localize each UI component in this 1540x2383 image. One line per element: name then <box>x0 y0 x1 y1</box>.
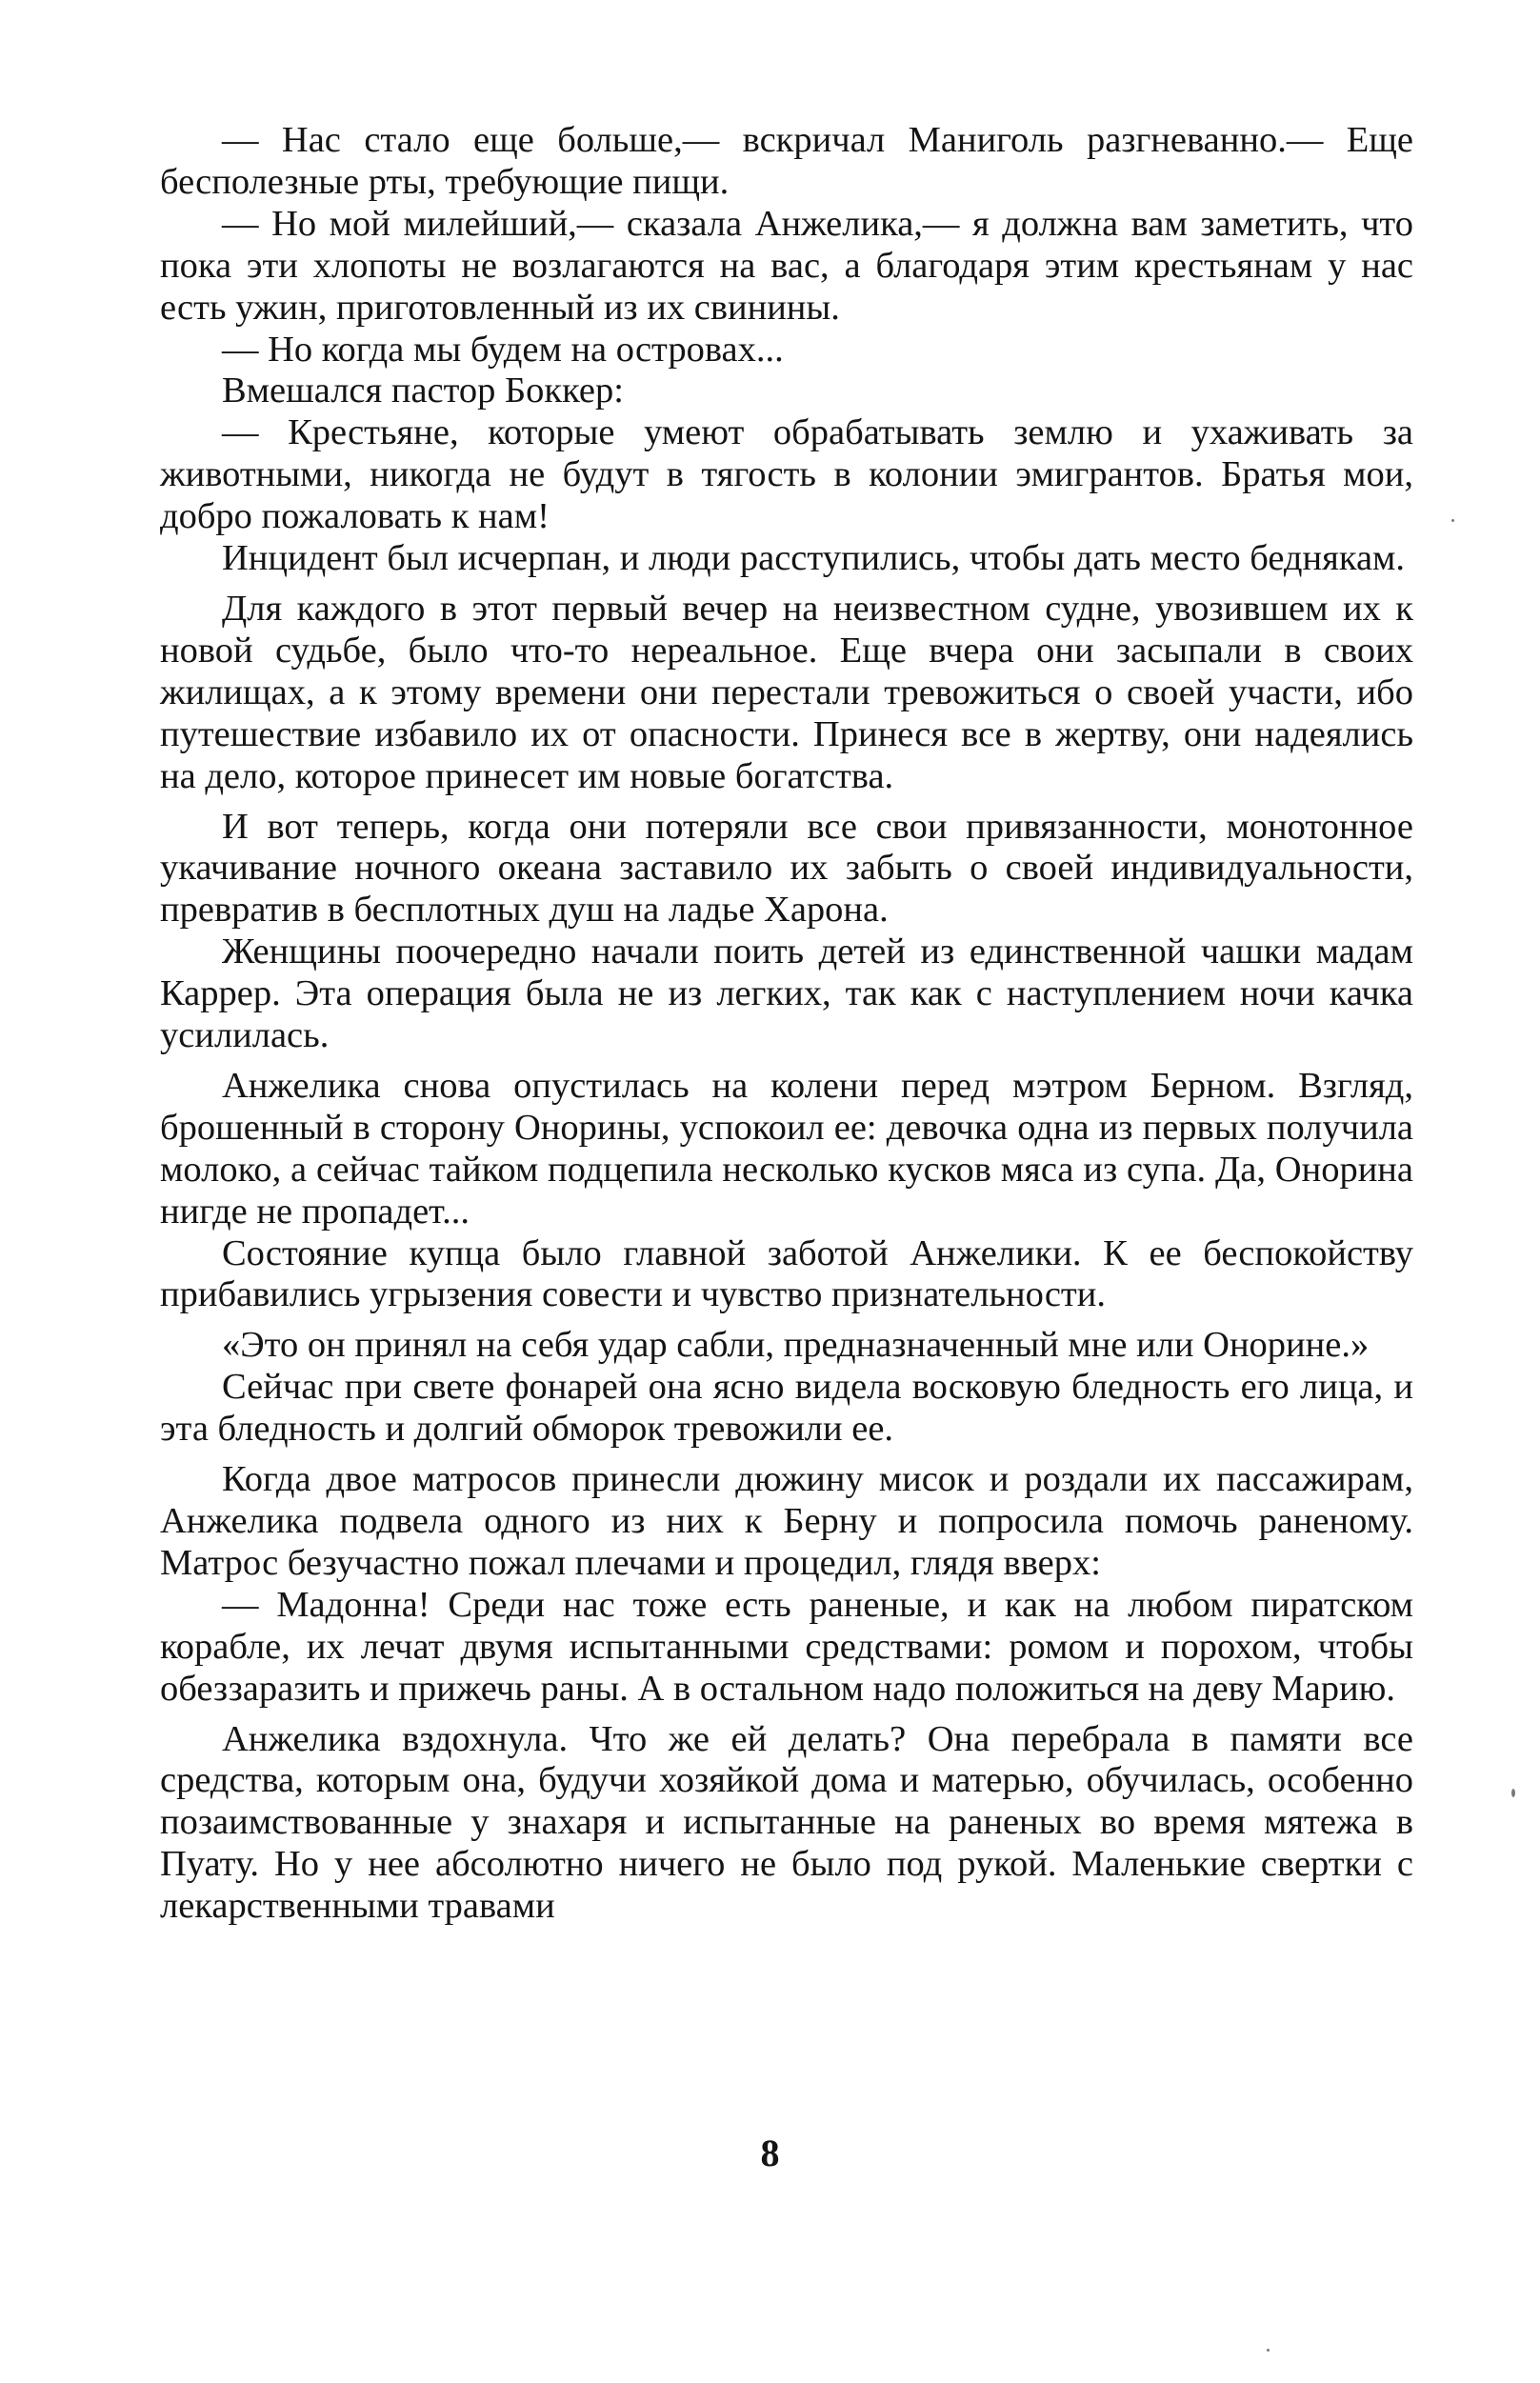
paragraph: — Но мой милейший,— сказала Анжелика,— я должна вам заметить, что пока эти хлопоты не возлагаются на вас, а благодаря этим крестьянам у нас есть ужин, приготовленный из их свинины. <box>160 203 1413 328</box>
scan-speck <box>1451 519 1454 522</box>
paragraph: — Но когда мы будем на островах... <box>222 329 784 370</box>
paragraph: Инцидент был исчерпан, и люди расступились, чтобы дать место беднякам. <box>222 538 1406 579</box>
paragraph: «Это он принял на себя удар сабли, предназначенный мне или Онорине.» <box>222 1325 1370 1366</box>
paragraph: Для каждого в этот первый вечер на неизвестном судне, увозившем их к новой судьбе, было что-то нереальное. Еще вчера они засыпали в своих жилищах, а к этому времени они перестали тревожиться о своей участи, ибо путешествие избавило их от опасности. Принеся все в жертву, они надеялись на дело, которое принесет им новые богатства. <box>160 588 1413 796</box>
paragraph: Женщины поочередно начали поить детей из единственной чашки мадам Каррер. Эта операция была не из легких, так как с наступлением ночи качка усилилась. <box>160 931 1413 1056</box>
paragraph: — Мадонна! Среди нас тоже есть раненые, и как на любом пиратском корабле, их лечат двумя испытанными средствами: ромом и порохом, чтобы обеззаразить и прижечь раны. А в остальном надо положиться на деву Марию. <box>160 1584 1413 1709</box>
scan-speck <box>1511 1789 1515 1797</box>
paragraph: Анжелика снова опустилась на колени перед мэтром Берном. Взгляд, брошенный в сторону Онорины, успокоил ее: девочка одна из первых получила молоко, а сейчас тайком подцепила несколько кусков мяса из супа. Да, Онорина нигде не пропадет... <box>160 1065 1413 1232</box>
paragraph: — Нас стало еще больше,— вскричал Маниголь разгневанно.— Еще бесполезные рты, требующие пищи. <box>160 120 1413 202</box>
paragraph: Состояние купца было главной заботой Анжелики. К ее беспокойству прибавились угрызения совести и чувство признательности. <box>160 1232 1413 1315</box>
paragraph: Сейчас при свете фонарей она ясно видела восковую бледность его лица, и эта бледность и долгий обморок тревожили ее. <box>160 1367 1413 1450</box>
paragraph: Анжелика вздохнула. Что же ей делать? Она перебрала в памяти все средства, которым она, будучи хозяйкой дома и матерью, обучилась, особенно позаимствованные у знахаря и испытанные на раненых во время мятежа в Пуату. Но у нее абсолютно ничего не было под рукой. Маленькие свертки с лекарственными травами <box>160 1718 1413 1927</box>
scan-speck <box>1267 2349 1270 2352</box>
body-text <box>160 120 1413 1928</box>
paragraph: — Крестьяне, которые умеют обрабатывать землю и ухаживать за животными, никогда не будут в тягость в колонии эмигрантов. Братья мои, добро пожаловать к нам! <box>160 412 1413 537</box>
paragraph: Когда двое матросов принесли дюжину мисок и роздали их пассажирам, Анжелика подвела одного из них к Берну и попросила помочь раненому. Матрос безучастно пожал плечами и процедил, глядя вверх: <box>160 1459 1413 1583</box>
paragraph: И вот теперь, когда они потеряли все свои привязанности, монотонное укачивание ночного океана заставило их забыть о своей индивидуальности, превратив в бесплотных душ на ладье Харона. <box>160 806 1413 931</box>
page-number: 8 <box>760 2132 780 2174</box>
paragraph: Вмешался пастор Боккер: <box>222 370 624 411</box>
